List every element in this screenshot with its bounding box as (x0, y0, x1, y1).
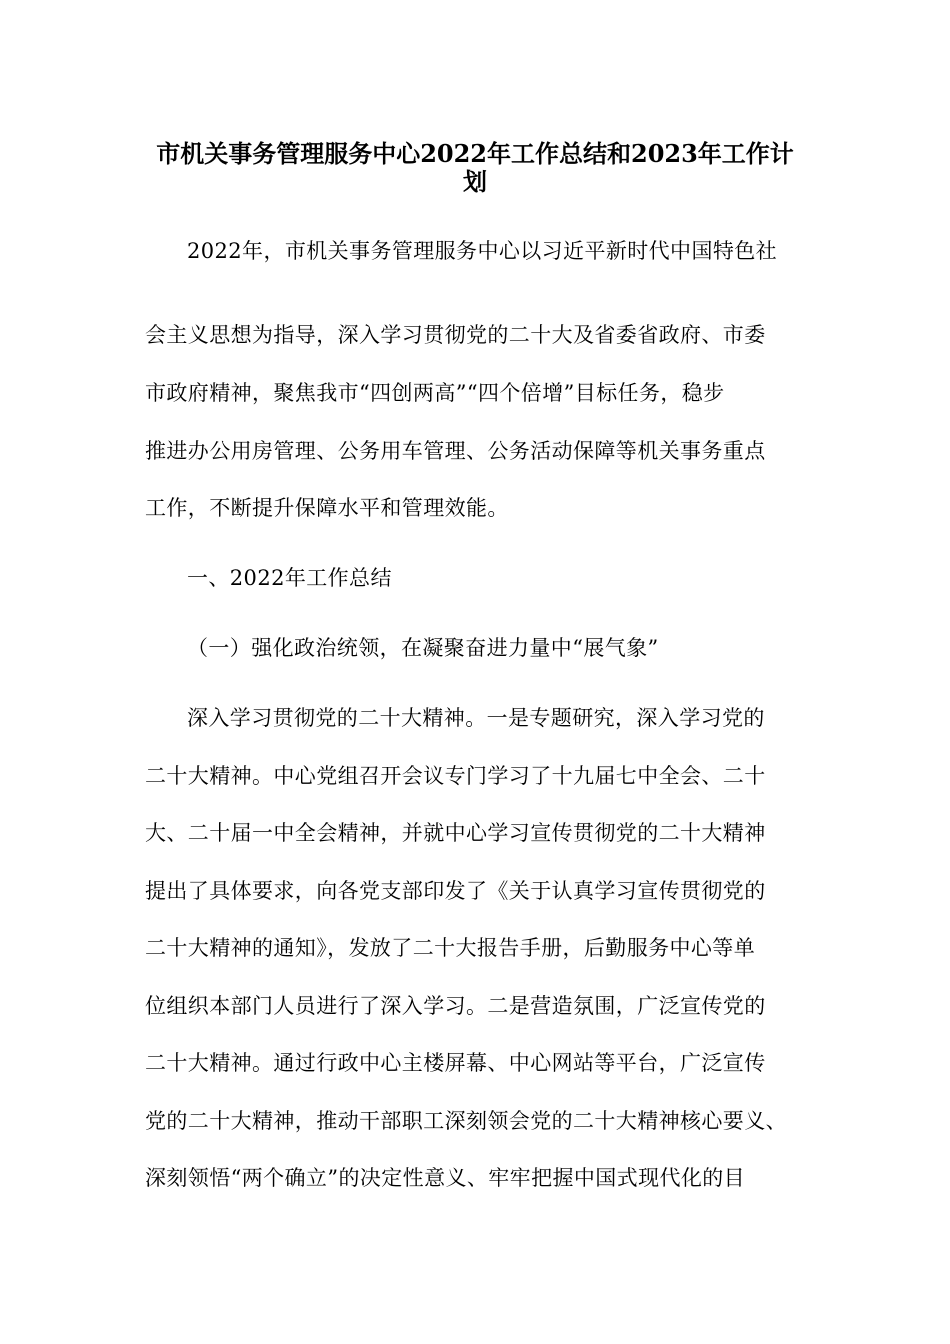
document-title-continuation: 划 (463, 167, 487, 196)
body-paragraph-line: 二十大精神。中心党组召开会议专门学习了十九届七中全会、二十 (145, 764, 766, 788)
subsection-heading: （一）强化政治统领，在凝聚奋进力量中“展气象” (187, 636, 659, 660)
body-paragraph-line: 深入学习贯彻党的二十大精神。一是专题研究，深入学习党的 (187, 706, 765, 730)
intro-paragraph-line: 2022年，市机关事务管理服务中心以习近平新时代中国特色社 (187, 239, 778, 263)
body-paragraph-line: 深刻领悟“两个确立”的决定性意义、牢牢把握中国式现代化的目 (145, 1166, 746, 1190)
body-paragraph-line: 大、二十届一中全会精神，并就中心学习宣传贯彻党的二十大精神 (145, 821, 766, 845)
body-paragraph-line: 提出了具体要求，向各党支部印发了《关于认真学习宣传贯彻党的 (145, 879, 766, 903)
intro-paragraph-line: 工作，不断提升保障水平和管理效能。 (145, 496, 509, 520)
document-title: 市机关事务管理服务中心2022年工作总结和2023年工作计 (156, 139, 794, 168)
intro-paragraph-line: 市政府精神，聚焦我市“四创两高”“四个倍增”目标任务，稳步 (145, 381, 725, 405)
intro-paragraph-line: 会主义思想为指导，深入学习贯彻党的二十大及省委省政府、市委 (145, 323, 766, 347)
body-paragraph-line: 位组织本部门人员进行了深入学习。二是营造氛围，广泛宣传党的 (145, 994, 766, 1018)
intro-paragraph-line: 推进办公用房管理、公务用车管理、公务活动保障等机关事务重点 (145, 439, 766, 463)
body-paragraph-line: 党的二十大精神，推动干部职工深刻领会党的二十大精神核心要义、 (145, 1109, 787, 1133)
body-paragraph-line: 二十大精神的通知》，发放了二十大报告手册，后勤服务中心等单 (145, 936, 756, 960)
body-paragraph-line: 二十大精神。通过行政中心主楼屏幕、中心网站等平台，广泛宣传 (145, 1051, 766, 1075)
section-heading: 一、2022年工作总结 (187, 566, 392, 590)
